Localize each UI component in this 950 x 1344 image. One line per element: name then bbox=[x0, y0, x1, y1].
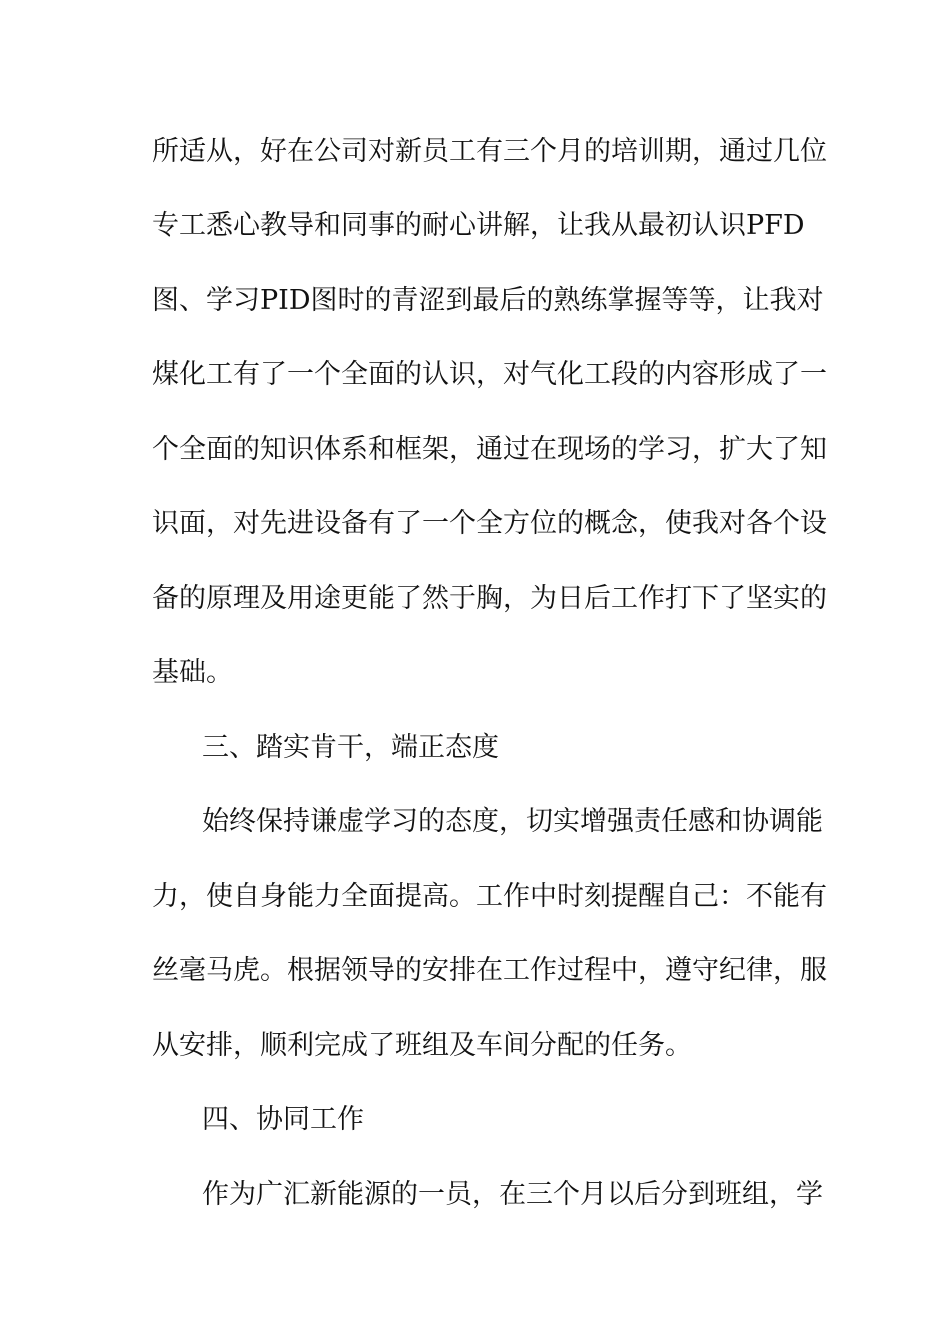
section-heading-3: 三、踏实肯干，端正态度 bbox=[202, 732, 499, 763]
paragraph-line: 备的原理及用途更能了然于胸，为日后工作打下了坚实的 bbox=[152, 583, 827, 614]
paragraph-line: 始终保持谦虚学习的态度，切实增强责任感和协调能 bbox=[202, 806, 823, 837]
paragraph-line: 所适从，好在公司对新员工有三个月的培训期，通过几位 bbox=[152, 136, 827, 167]
paragraph-line: 专工悉心教导和同事的耐心讲解，让我从最初认识PFD bbox=[152, 210, 805, 241]
paragraph-line: 力，使自身能力全面提高。工作中时刻提醒自己：不能有 bbox=[152, 881, 827, 912]
paragraph-line: 个全面的知识体系和框架，通过在现场的学习，扩大了知 bbox=[152, 434, 827, 465]
paragraph-line: 识面，对先进设备有了一个全方位的概念，使我对各个设 bbox=[152, 508, 827, 539]
paragraph-line: 丝毫马虎。根据领导的安排在工作过程中，遵守纪律，服 bbox=[152, 955, 827, 986]
paragraph-line: 煤化工有了一个全面的认识，对气化工段的内容形成了一 bbox=[152, 359, 827, 390]
paragraph-line: 从安排，顺利完成了班组及车间分配的任务。 bbox=[152, 1030, 692, 1061]
paragraph-line: 图、学习PID图时的青涩到最后的熟练掌握等等，让我对 bbox=[152, 285, 824, 316]
section-heading-4: 四、协同工作 bbox=[202, 1104, 364, 1135]
paragraph-line: 作为广汇新能源的一员，在三个月以后分到班组，学 bbox=[202, 1179, 823, 1210]
paragraph-line: 基础。 bbox=[152, 657, 233, 688]
